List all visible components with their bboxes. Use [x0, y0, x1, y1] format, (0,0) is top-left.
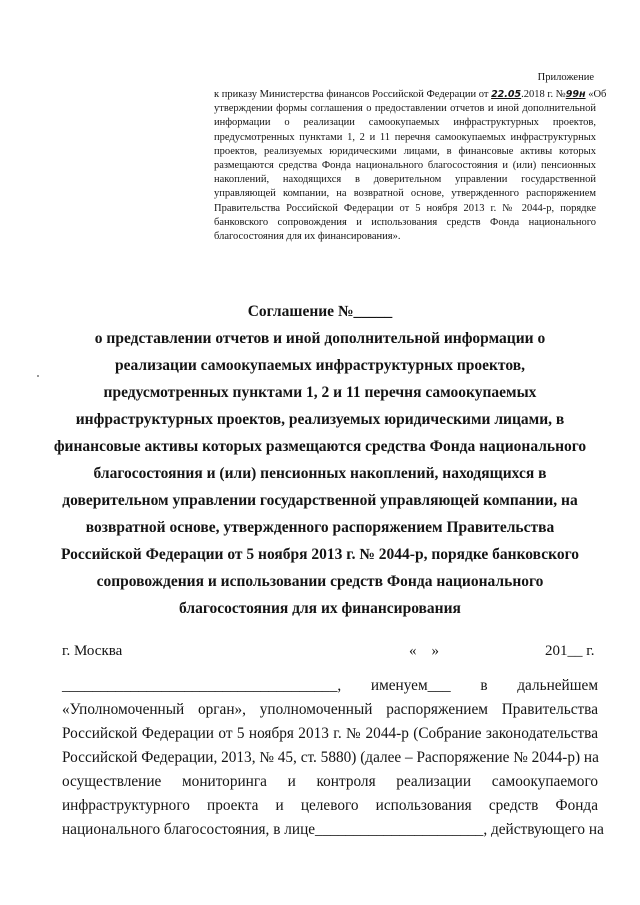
agreement-title-line: реализации самоокупаемых инфраструктурных проектов,	[115, 357, 525, 374]
city: г. Москва	[62, 643, 123, 659]
handwritten-number: 99н	[565, 89, 586, 100]
appendix-line: утверждении формы соглашения о предоставлении отчетов и иной дополнительной	[214, 103, 596, 115]
agreement-title-line: благосостояния и (или) пенсионных накоплений, находящихся в	[93, 465, 547, 482]
body-line: осуществление мониторинга и контроля реализации самоокупаемого	[62, 773, 598, 790]
appendix-line-text: .2018 г. №	[521, 89, 566, 100]
appendix-line: проектов, реализуемых юридическими лицами, в финансовые активы которых	[214, 145, 596, 157]
agreement-title-line: финансовые активы которых размещаются средства Фонда национального	[53, 438, 587, 455]
agreement-title-line: возвратной основе, утвержденного распоряжением Правительства	[85, 519, 555, 536]
agreement-title-line: предусмотренных пунктами 1, 2 и 11 перечня самоокупаемых	[103, 384, 537, 401]
scan-speck	[37, 375, 39, 377]
appendix-line: накоплений, находящихся в доверительном управлении государственной	[214, 174, 596, 186]
agreement-title-line: благосостояния для их финансирования	[179, 600, 461, 617]
appendix-line: Правительства Российской Федерации от 5 ноября 2013 г. № 2044-р, порядке	[214, 202, 596, 214]
agreement-title-line: доверительном управлении государственной управляющей компании, на	[62, 492, 578, 509]
appendix-line	[214, 88, 607, 102]
appendix-line-text: к приказу Министерства финансов Российской Федерации от	[214, 89, 492, 100]
body-line: инфраструктурного проекта и целевого использования средств Фонда	[62, 797, 598, 814]
body-line: Российской Федерации, 2013, № 45, ст. 5880) (далее – Распоряжение № 2044-р) на	[62, 749, 599, 766]
body-line: Российской Федерации от 5 ноября 2013 г. № 2044-р (Собрание законодательства	[62, 725, 598, 742]
appendix-line: предусмотренных пунктами 1, 2 и 11 перечня самоокупаемых инфраструктурных	[214, 131, 596, 143]
agreement-heading: Соглашение №_____	[247, 303, 393, 320]
agreement-title-line: Российской Федерации от 5 ноября 2013 г. № 2044-р, порядке банковского	[61, 546, 579, 563]
body-line: ____________________________________, именуем___ в дальнейшем	[62, 677, 598, 694]
appendix-line-text: «Об	[585, 89, 607, 100]
appendix-label: Приложение	[537, 72, 594, 83]
date-year-field: 201__ г.	[545, 643, 595, 659]
agreement-title-line: сопровождения и использовании средств Фонда национального	[96, 573, 544, 590]
body-line: национального благосостояния, в лице______________________, действующего на	[62, 821, 604, 838]
agreement-title-line: инфраструктурных проектов, реализуемых юридическими лицами, в	[75, 411, 565, 428]
agreement-title-line: о представлении отчетов и иной дополнительной информации о	[94, 330, 546, 347]
appendix-line: размещаются средства Фонда национального благосостояния и (или) пенсионных	[214, 160, 596, 172]
body-line: «Уполномоченный орган», уполномоченный распоряжением Правительства	[62, 701, 598, 718]
appendix-line: благосостояния для их финансирования».	[214, 231, 401, 243]
appendix-line: управляющей компании, на возвратной основе, утвержденного распоряжением	[214, 188, 596, 200]
date-day-field: « »	[409, 643, 439, 659]
appendix-line: информации о реализации самоокупаемых инфраструктурных проектов,	[214, 117, 596, 129]
appendix-reference	[214, 88, 607, 244]
handwritten-date: 22.05	[491, 89, 522, 100]
appendix-line: банковского сопровождения и использования средств Фонда национального	[214, 216, 596, 228]
